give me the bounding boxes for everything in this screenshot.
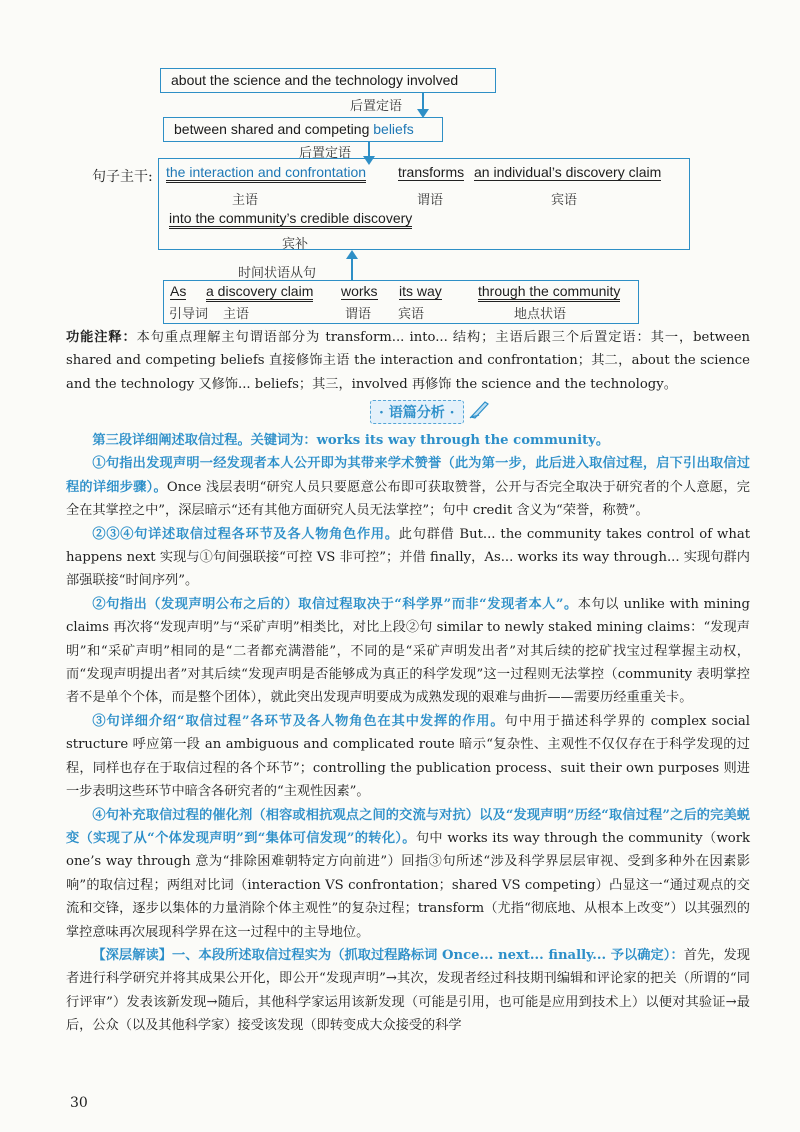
tag-c3: 谓语: [345, 307, 372, 322]
para-3-highlight: ②③④句详述取信过程各环节及各人物角色作用。: [92, 526, 399, 542]
main-clause-label: 句子主干:: [92, 169, 153, 185]
para-4-text: 本句以 unlike with mining claims 再次将“发现声明”与“采矿声明”相类比，对比上段②句 similar to newly staked mining claims：“发现声明”和“采矿声明”相同的是“二者都充满潜能”，不同的是“采矿声明发出者”对其后续的挖矿找宝过程掌握主动权，而“发现声明提出者”对其后续“发现声明是否能够成为真正的科学发现”这一过程则无法掌控（community 表明掌控者不是单个个体，而是整个团体），就此突出发现声明要成为成熟发现的艰难与曲折——需要历经重重关卡。: [66, 596, 750, 706]
para-5-text: 句中用于描述科学界的 complex social structure 呼应第一段 an ambiguous and complicated route 暗示“复杂性、主观性不仅仅存在于科学发现的过程，同样也存在于取信过程的各个环节”；controlling the publication process、suit their own purposes 则进一步表明这些环节中暗含各研究者的“主观性因素”。: [66, 713, 750, 800]
clause-adverbial: through the community: [478, 283, 620, 302]
tag-complement: 宾补: [282, 237, 309, 252]
tag-c5: 地点状语: [514, 307, 567, 322]
tag-subject: 主语: [232, 193, 259, 208]
para-3-text: 此句群借 But... the community takes control of what happens next 实现与①句间强联接“可控 VS 非可控”；并借 finally，As... works its way through... 实现句群内部强联接“时间序列”。: [66, 526, 750, 589]
clause-object: its way: [399, 283, 442, 299]
function-note-label: 功能注释：: [66, 330, 137, 345]
para-7: [66, 944, 750, 1038]
main-subject: the interaction and confrontation: [166, 164, 366, 183]
tag-object: 宾语: [551, 193, 578, 208]
para-4-highlight: ②句指出（发现声明公布之后的）取信过程取决于“科学界”而非“发现者本人”。: [92, 596, 578, 612]
main-object: an individual’s discovery claim: [474, 164, 662, 180]
para-2: [66, 452, 750, 522]
para-6-highlight: ④句补充取信过程的催化剂（相容或相抗观点之间的交流与对抗）以及“发现声明”历经“取信过程”之后的完美蜕变（实现了从“个体发现声明”到“集体可信发现”的转化）。: [66, 807, 750, 846]
modifier-text-beliefs-word: beliefs: [373, 121, 414, 137]
main-complement: into the community’s credible discovery: [169, 210, 412, 229]
para-2-highlight: ①句指出发现声明一经发现者本人公开即为其带来学术赞誉（此为第一步，此后进入取信过程，启下引出取信过程的详细步骤）。: [66, 456, 750, 495]
para-7-text: 首先，发现者进行科学研究并将其成果公开化，即公开“发现声明”→其次，发现者经过科技期刊编辑和评论家的把关（所谓的“同行评审”）发表该新发现→随后，其他科学家运用该新发现（可能是引用，也可能是应用到技术上）以便对其验证→最后，公众（以及其他科学家）接受该发现（即转变成大众接受的科学: [66, 947, 750, 1034]
tag-verb: 谓语: [417, 193, 444, 208]
para-6: [66, 804, 750, 944]
section-badge: [370, 400, 464, 424]
section-badge-text: · 语篇分析 ·: [379, 405, 455, 421]
label-time-clause: 时间状语从句: [238, 266, 317, 281]
modifier-text-science: about the science and the technology involved: [171, 72, 459, 88]
para-5-highlight: ③句详细介绍“取信过程”各环节及各人物角色在其中发挥的作用。: [92, 713, 505, 729]
tag-c2: 主语: [223, 307, 250, 322]
main-verb: transforms: [398, 164, 465, 180]
para-2-text: Once 浅层表明“研究人员只要愿意公布即可获取赞誉，公开与否完全取决于研究者的个人意愿，完全在其掌控之中”，深层暗示“还有其他方面研究人员无法掌控”；句中 credit 含义为“荣誉，称赞”。: [66, 479, 750, 519]
tag-c4: 宾语: [398, 307, 425, 322]
label-postpositive-1: 后置定语: [350, 99, 403, 114]
para-7-highlight: 【深层解读】一、本段所述取信过程实为（抓取过程路标词 Once... next... finally... 予以确定）：: [92, 947, 684, 963]
label-postpositive-2: 后置定语: [299, 146, 352, 161]
modifier-box-beliefs: [163, 117, 443, 142]
function-note: [66, 326, 750, 396]
para-1: 第三段详细阐述取信过程。关键词为：works its way through the community。: [92, 433, 610, 448]
function-note-text: 本句重点理解主句谓语部分为 transform... into... 结构；主语后跟三个后置定语：其一，between shared and competing beliefs 直接修饰主语 the interaction and confrontation；其二，about the science and the technology 又修饰... beliefs；其三，involved 再修饰 the science and the technology。: [66, 330, 751, 392]
modifier-text-beliefs: between shared and competing: [174, 121, 370, 137]
pen-icon: [469, 399, 491, 419]
modifier-box-science: [160, 68, 496, 93]
clause-subject: a discovery claim: [206, 283, 313, 302]
tag-c1: 引导词: [169, 307, 209, 322]
page-number: 30: [70, 1095, 88, 1111]
clause-verb: works: [341, 283, 378, 299]
para-3: [66, 523, 750, 593]
analysis-body: [66, 429, 750, 1038]
clause-as: As: [170, 283, 187, 299]
para-6-text: 句中 works its way through the community（work one’s way through 意为“排除困难朝特定方向前进”）回指③句所述“涉及科学界层层审视、受到多种外在因素影响”的取信过程；两组对比词（interaction VS confrontation；shared VS competing）凸显这一“通过观点的交流和交锋，逐步以集体的力量消除个体主观性”的复杂过程；transform（尤指“彻底地、从根本上改变”）以其强烈的掌控意味再次展现科学界在这一过程中的主导地位。: [66, 830, 750, 940]
para-5: [66, 710, 750, 804]
para-4: [66, 593, 750, 710]
arrow-3: [351, 258, 353, 280]
